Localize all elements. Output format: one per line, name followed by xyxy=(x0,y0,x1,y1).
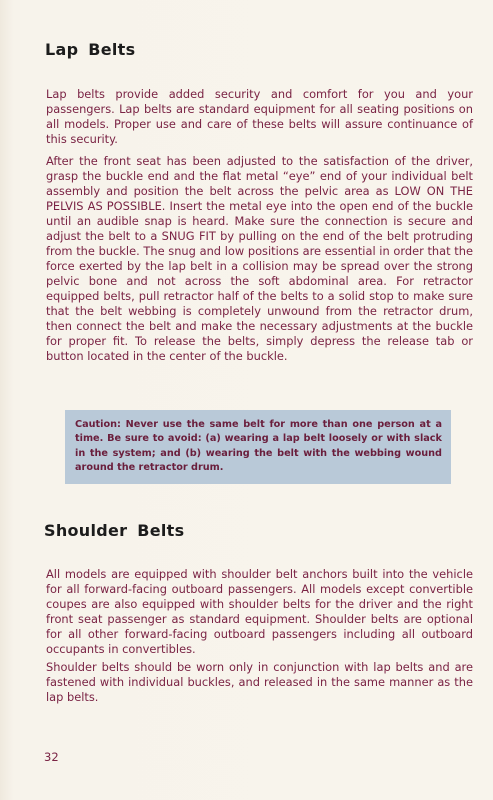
caution-box xyxy=(65,410,451,484)
page-number: 32 xyxy=(44,750,59,764)
shoulder-belts-paragraph-2: Shoulder belts should be worn only in conjunction with lap belts and are fastened with individual buckles, and released in the same manner as the lap belts. xyxy=(46,660,473,704)
shoulder-belts-paragraph-1: All models are equipped with shoulder belt anchors built into the vehicle for all forward-facing outboard passengers. All models except convertible coupes are also equipped with shoulder belts for the driver and the right front seat passenger as standard equipment. Shoulder belts are optional for all other forward-facing outboard passengers including all outboard occupants in convertibles. xyxy=(46,567,473,656)
lap-belts-paragraph-2: After the front seat has been adjusted to the satisfaction of the driver, grasp the buckle end and the flat metal “eye” end of your individual belt assembly and position the belt across the pelvic area as LOW ON THE PELVIS AS POSSIBLE. Insert the metal eye into the open end of the buckle until an audible snap is heard. Make sure the connection is secure and adjust the belt to a SNUG FIT by pulling on the end of the belt protruding from the buckle. The snug and low positions are essential in order that the force exerted by the lap belt in a collision may be spread over the strong pelvic bone and not across the soft abdominal area. For retractor equipped belts, pull retractor half of the belts to a solid stop to make sure that the belt webbing is completely unwound from the retractor drum, then connect the belt and make the necessary adjustments at the buckle for proper fit. To release the belts, simply depress the release tab or button located in the center of the buckle. xyxy=(46,154,473,363)
lap-belts-paragraph-1: Lap belts provide added security and comfort for you and your passengers. Lap belts are standard equipment for all seating positions on all models. Proper use and care of these belts will assure continuance of this security. xyxy=(46,87,473,146)
lap-belts-heading: Lap Belts xyxy=(45,40,136,59)
shoulder-belts-heading: Shoulder Belts xyxy=(44,521,185,540)
caution-text: Caution: Never use the same belt for more than one person at a time. Be sure to avoid: (a) wearing a lap belt loosely or with slack in the system; and (b) wearing the belt with the webbing wound around the retractor drum. xyxy=(75,419,442,473)
